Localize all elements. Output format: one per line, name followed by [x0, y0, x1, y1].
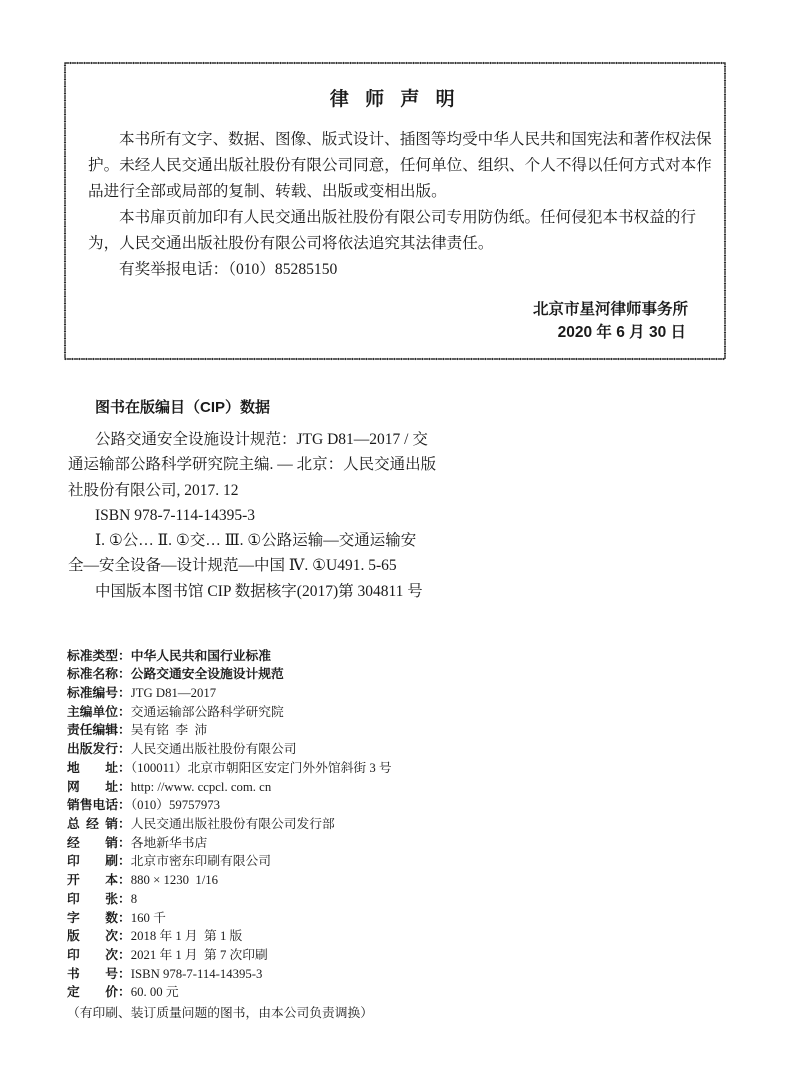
colophon-label: 经 销: [67, 834, 118, 850]
notice-paragraph-1-line: 护。未经人民交通出版社股份有限公司同意，任何单位、组织、个人不得以任何方式对本作: [88, 157, 712, 174]
colophon-row: [67, 927, 487, 946]
colophon-value: 60. 00 元: [130, 985, 179, 1000]
colophon-row: [67, 871, 487, 890]
colophon-separator: ：: [118, 666, 131, 682]
cip-line: 公路交通安全设施设计规范：JTG D81—2017 / 交: [95, 431, 428, 448]
colophon-row: [67, 721, 487, 740]
colophon-separator: ：: [118, 834, 131, 850]
colophon-row: [67, 965, 487, 984]
colophon-value: 各地新华书店: [130, 835, 208, 850]
colophon-label: 版 次: [67, 928, 118, 944]
notice-paragraph-1-line: 品进行全部或局部的复制、转载、出版或变相出版。: [88, 183, 447, 200]
colophon-value: 中华人民共和国行业标准: [130, 647, 271, 663]
colophon-value: 2018 年 1 月 第 1 版: [130, 929, 243, 944]
cip-line: 全—安全设备—设计规范—中国 Ⅳ. ①U491. 5-65: [68, 557, 397, 575]
colophon-separator: ：: [118, 965, 131, 981]
notice-paragraph-2-line: 为，人民交通出版社股份有限公司将依法追究其法律责任。: [88, 235, 494, 252]
colophon-row: [67, 909, 487, 928]
colophon-label: 主编单位: [67, 703, 118, 719]
colophon-value: ISBN 978-7-114-14395-3: [130, 966, 263, 981]
colophon-separator: ：: [118, 928, 131, 944]
colophon-label: 出版发行: [67, 741, 118, 757]
colophon-label: 总 经 销: [67, 815, 118, 831]
colophon-separator: ：: [118, 759, 131, 775]
colophon-label: 印 张: [67, 890, 118, 906]
colophon-separator: ：: [118, 647, 131, 663]
colophon-separator: ：: [118, 853, 131, 869]
colophon-separator: ：: [118, 909, 131, 925]
colophon-label: 印 刷: [67, 853, 118, 869]
colophon-label: 定 价: [67, 984, 118, 1000]
colophon-value: http: //www. ccpcl. com. cn: [130, 779, 272, 794]
colophon-row: [67, 665, 487, 684]
colophon-row: [67, 703, 487, 722]
colophon-value: 2021 年 1 月 第 7 次印刷: [130, 948, 268, 962]
colophon-label: 标准编号: [67, 684, 118, 700]
colophon-label: 标准类型: [67, 647, 118, 663]
colophon-label: 地 址: [67, 759, 118, 775]
colophon-row: [67, 759, 487, 778]
colophon-label: 网 址: [67, 778, 118, 794]
colophon-separator: ：: [118, 890, 131, 906]
colophon-label: 字 数: [67, 909, 118, 925]
notice-date: 2020 年 6 月 30 日: [557, 324, 686, 341]
cip-line: Ⅰ. ①公… Ⅱ. ①交… Ⅲ. ①公路运输—交通运输安: [95, 532, 417, 550]
colophon-value: 160 千: [130, 910, 166, 925]
colophon-row: [67, 983, 487, 1002]
colophon-separator: ：: [118, 797, 131, 813]
colophon-row: [67, 852, 487, 871]
colophon-value: （010）59757973: [130, 798, 220, 813]
notice-paragraph-1-line: 本书所有文字、数据、图像、版式设计、插图等均受中华人民共和国宪法和著作权法保: [119, 131, 712, 148]
colophon-value: 人民交通出版社股份有限公司发行部: [130, 816, 335, 831]
cip-line: 社股份有限公司, 2017. 12: [68, 481, 239, 499]
notice-title: 律 师 声 明: [329, 89, 461, 110]
quality-note: （有印刷、装订质量问题的图书，由本公司负责调换）: [67, 1005, 373, 1020]
colophon-value: 8: [130, 891, 138, 906]
colophon: [67, 647, 487, 1003]
colophon-separator: ：: [118, 703, 131, 719]
colophon-value: 人民交通出版社股份有限公司: [130, 742, 297, 757]
colophon-label: 印 次: [67, 947, 118, 962]
colophon-label: 开 本: [67, 872, 118, 888]
colophon-separator: ：: [118, 741, 131, 757]
colophon-label: 责任编辑: [67, 722, 118, 738]
colophon-value: 吴有铭 李 沛: [130, 723, 208, 738]
colophon-row: [67, 946, 487, 965]
colophon-label: 标准名称: [67, 666, 118, 682]
cip-line: 通运输部公路科学研究院主编. — 北京：人民交通出版: [68, 456, 437, 474]
colophon-separator: ：: [118, 815, 131, 831]
notice-body: [88, 127, 712, 283]
colophon-separator: ：: [118, 722, 131, 738]
colophon-value: JTG D81—2017: [130, 685, 217, 700]
notice-hotline: 有奖举报电话：（010）85285150: [119, 261, 338, 278]
colophon-value: 公路交通安全设施设计规范: [130, 666, 284, 682]
colophon-row: [67, 647, 487, 666]
colophon-row: [67, 834, 487, 853]
colophon-label: 销售电话: [67, 797, 118, 813]
colophon-value: （100011）北京市朝阳区安定门外外馆斜街 3 号: [130, 760, 392, 775]
colophon-row: [67, 890, 487, 909]
cip-record: [68, 427, 468, 604]
colophon-separator: ：: [118, 872, 131, 888]
cip-heading: 图书在版编目（CIP）数据: [95, 399, 271, 416]
cip-number-line: 中国版本图书馆 CIP 数据核字(2017)第 304811 号: [95, 582, 423, 600]
colophon-separator: ：: [118, 778, 131, 794]
colophon-row: [67, 815, 487, 834]
colophon-label: 书 号: [67, 965, 118, 981]
colophon-row: [67, 778, 487, 797]
notice-paragraph-2-line: 本书扉页前加印有人民交通出版社股份有限公司专用防伪纸。任何侵犯本书权益的行: [119, 209, 696, 226]
colophon-row: [67, 740, 487, 759]
colophon-value: 交通运输部公路科学研究院: [130, 704, 284, 719]
colophon-separator: ：: [118, 947, 131, 962]
cip-isbn-line: ISBN 978-7-114-14395-3: [95, 506, 256, 524]
colophon-separator: ：: [118, 684, 131, 700]
colophon-value: 880 × 1230 1/16: [130, 873, 218, 888]
colophon-separator: ：: [118, 984, 131, 1000]
colophon-row: [67, 796, 487, 815]
notice-signature: 北京市星河律师事务所: [532, 301, 688, 318]
colophon-value: 北京市密东印刷有限公司: [130, 854, 271, 869]
colophon-row: [67, 684, 487, 703]
